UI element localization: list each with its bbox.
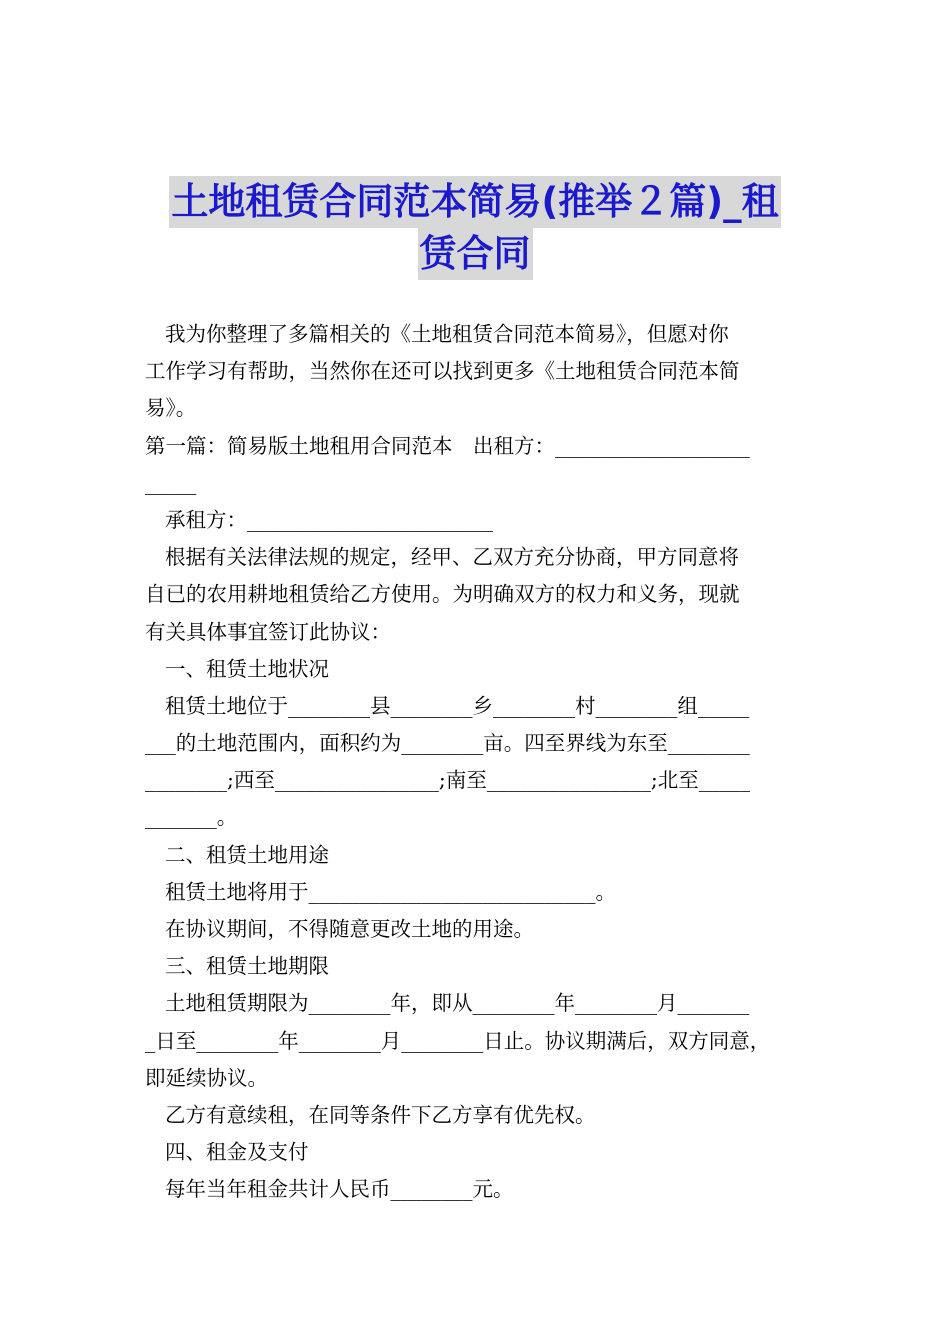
document-title	[0, 176, 950, 280]
body-line: _______。	[145, 805, 238, 830]
body-line: 每年当年租金共计人民币________元。	[165, 1177, 514, 1202]
body-line: 租赁土地将用于____________________________。	[165, 879, 616, 904]
clause-heading: 三、租赁土地期限	[165, 954, 329, 979]
clause-heading: 二、租赁土地用途	[165, 842, 329, 867]
body-line: _____	[145, 470, 197, 495]
lessee-line: 承租方：________________________	[165, 507, 493, 532]
title-line-1: 土地租赁合同范本简易(推举２篇)_租	[169, 176, 780, 228]
title-line-2: 赁合同	[418, 228, 533, 280]
body-line: 乙方有意续租，在同等条件下乙方享有优先权。	[165, 1102, 596, 1127]
section-heading-part-one: 第一篇：简易版土地租用合同范本 出租方：___________________	[145, 433, 750, 458]
clause-heading: 四、租金及支付	[165, 1140, 309, 1165]
body-line: _日至________年________月________日止。协议期满后，双方同意，	[145, 1028, 771, 1053]
body-line: ___的土地范围内，面积约为________亩。四至界线为东至________	[145, 731, 750, 756]
body-line: 根据有关法律法规的规定，经甲、乙双方充分协商，甲方同意将	[165, 545, 739, 570]
body-line: 易》。	[145, 396, 197, 421]
body-line: 工作学习有帮助，当然你在还可以找到更多《土地租赁合同范本简	[145, 359, 740, 384]
body-line: 有关具体事宜签订此协议：	[145, 619, 391, 644]
document-body	[145, 316, 815, 1209]
body-line: 土地租赁期限为________年，即从________年________月_______	[165, 991, 750, 1016]
body-line: 我为你整理了多篇相关的《土地租赁合同范本简易》，但愿对你	[165, 322, 729, 346]
body-line: 租赁土地位于________县________乡________村________组_____	[165, 693, 750, 718]
clause-heading: 一、租赁土地状况	[165, 656, 329, 681]
body-line: 即延续协议。	[145, 1065, 268, 1090]
body-line: ________;西至________________;南至________________;北至_____	[145, 768, 750, 793]
body-line: 自已的农用耕地租赁给乙方使用。为明确双方的权力和义务，现就	[145, 582, 740, 607]
body-line: 在协议期间，不得随意更改土地的用途。	[165, 917, 534, 941]
